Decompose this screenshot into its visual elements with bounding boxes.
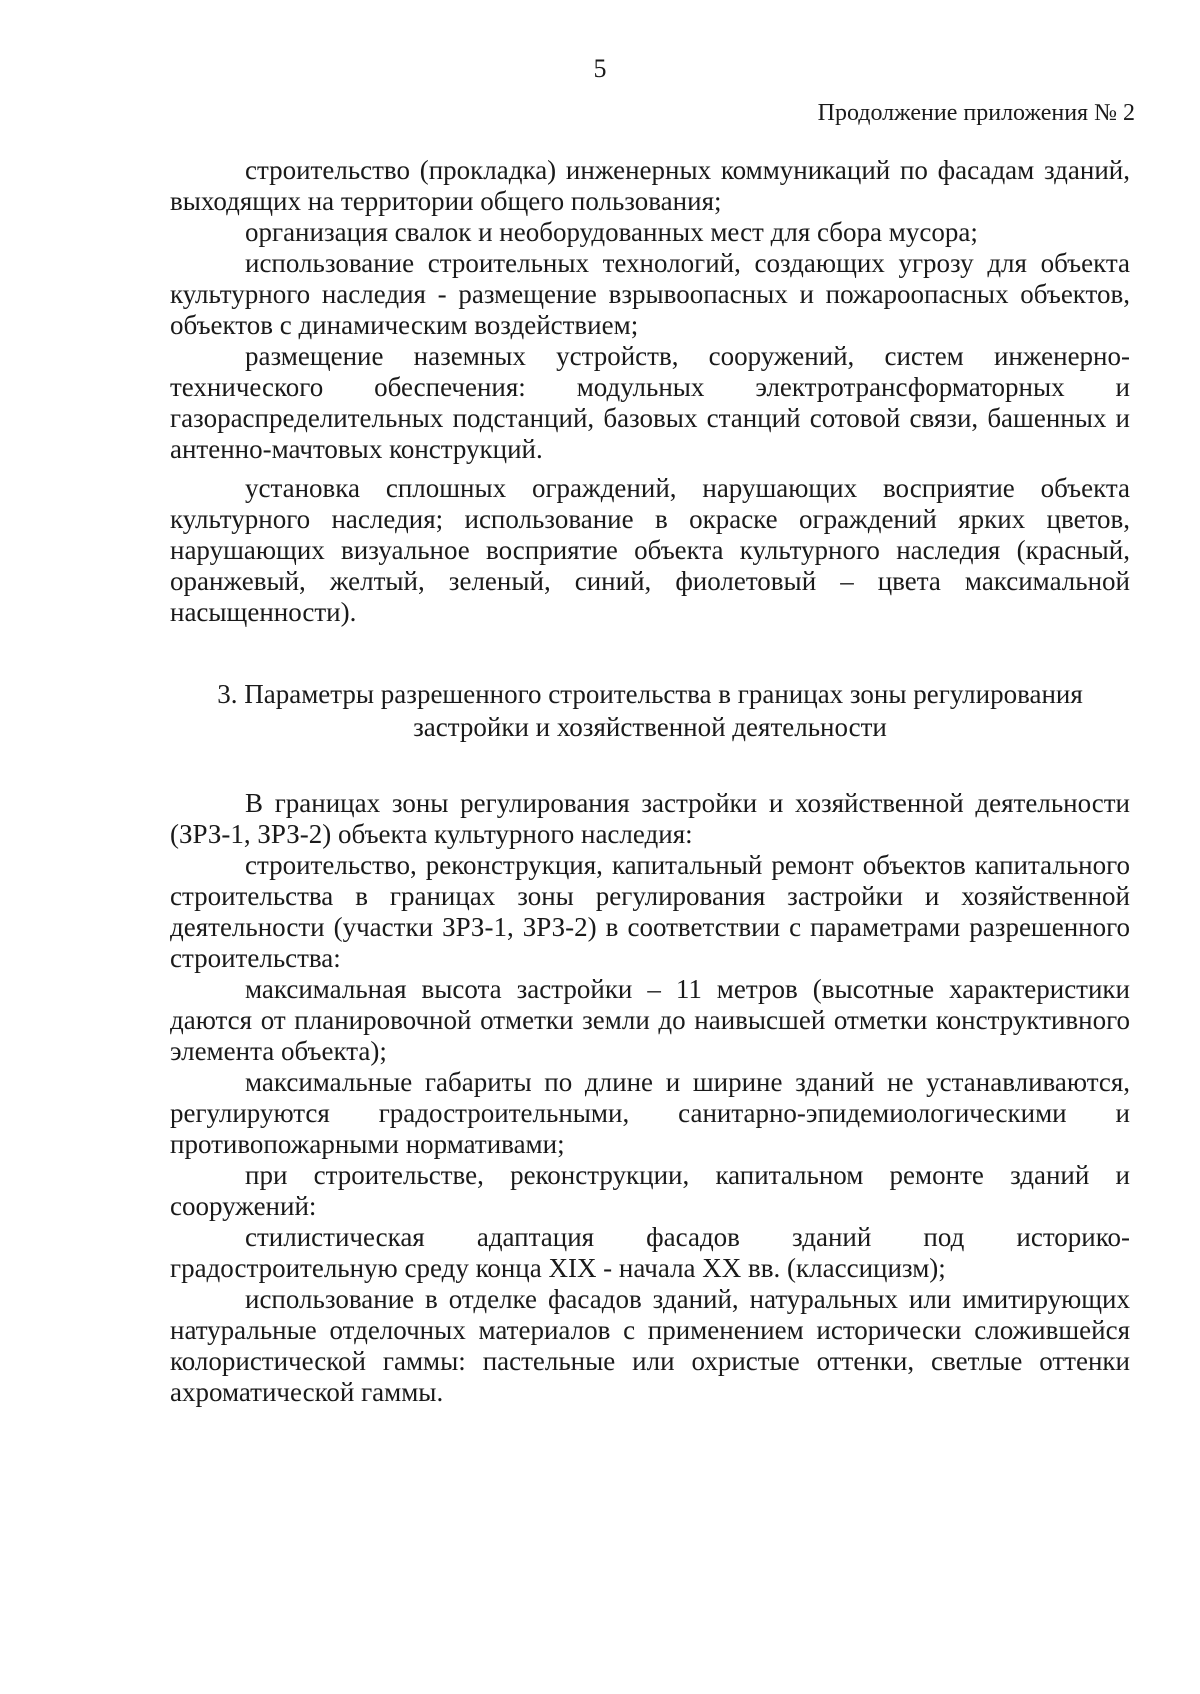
section-heading-line-1: 3. Параметры разрешенного строительства в границах зоны регулирования — [217, 679, 1083, 709]
paragraph-fences: установка сплошных ограждений, нарушающих восприятие объекта культурного наследия; использование в окраске ограждений ярких цветов, нарушающих визуальное восприятие объекта культурного наследия (красный, оранжевый, желтый, зеленый, синий, фиолетовый – цвета максимальной насыщенности). — [170, 473, 1130, 627]
paragraph-during-construction: при строительстве, реконструкции, капитальном ремонте зданий и сооружений: — [170, 1160, 1130, 1221]
page-number: 5 — [593, 54, 607, 83]
paragraph-hazardous-technologies: использование строительных технологий, создающих угрозу для объекта культурного наследия - размещение взрывоопасных и пожароопасных объектов, объектов с динамическим воздействием; — [170, 248, 1130, 340]
document-body — [170, 155, 1130, 1408]
section-heading-line-2: застройки и хозяйственной деятельности — [413, 712, 887, 742]
annex-continuation-label: Продолжение приложения № 2 — [817, 100, 1135, 126]
section-heading — [170, 678, 1130, 744]
paragraph-construction: строительство, реконструкция, капитальный ремонт объектов капитального строительства в границах зоны регулирования застройки и хозяйственной деятельности (участки ЗРЗ-1, ЗРЗ-2) в соответствии с параметрами разрешенного строительства: — [170, 850, 1130, 973]
paragraph-dumps: организация свалок и необорудованных мест для сбора мусора; — [245, 217, 978, 247]
paragraph-utility-lines: строительство (прокладка) инженерных коммуникаций по фасадам зданий, выходящих на территории общего пользования; — [170, 155, 1130, 216]
paragraph-dimensions: максимальные габариты по длине и ширине зданий не устанавливаются, регулируются градостроительными, санитарно-эпидемиологическими и противопожарными нормативами; — [170, 1067, 1130, 1159]
paragraph-style-adaptation: стилистическая адаптация фасадов зданий под историко-градостроительную среду конца XIX - начала XX вв. (классицизм); — [170, 1222, 1130, 1283]
paragraph-max-height: максимальная высота застройки – 11 метров (высотные характеристики даются от планировочной отметки земли до наивысшей отметки конструктивного элемента объекта); — [170, 974, 1130, 1066]
paragraph-facade-materials: использование в отделке фасадов зданий, натуральных или имитирующих натуральные отделочных материалов с применением исторически сложившейся колористической гаммы: пастельные или охристые оттенки, светлые оттенки ахроматической гаммы. — [170, 1284, 1130, 1407]
paragraph-engineering-structures: размещение наземных устройств, сооружений, систем инженерно-технического обеспечения: модульных электротрансформаторных и газораспределительных подстанций, базовых станций сотовой связи, башенных и антенно-мачтовых конструкций. — [170, 341, 1130, 464]
paragraph-zone-intro: В границах зоны регулирования застройки и хозяйственной деятельности (ЗРЗ-1, ЗРЗ-2) объекта культурного наследия: — [170, 788, 1130, 849]
